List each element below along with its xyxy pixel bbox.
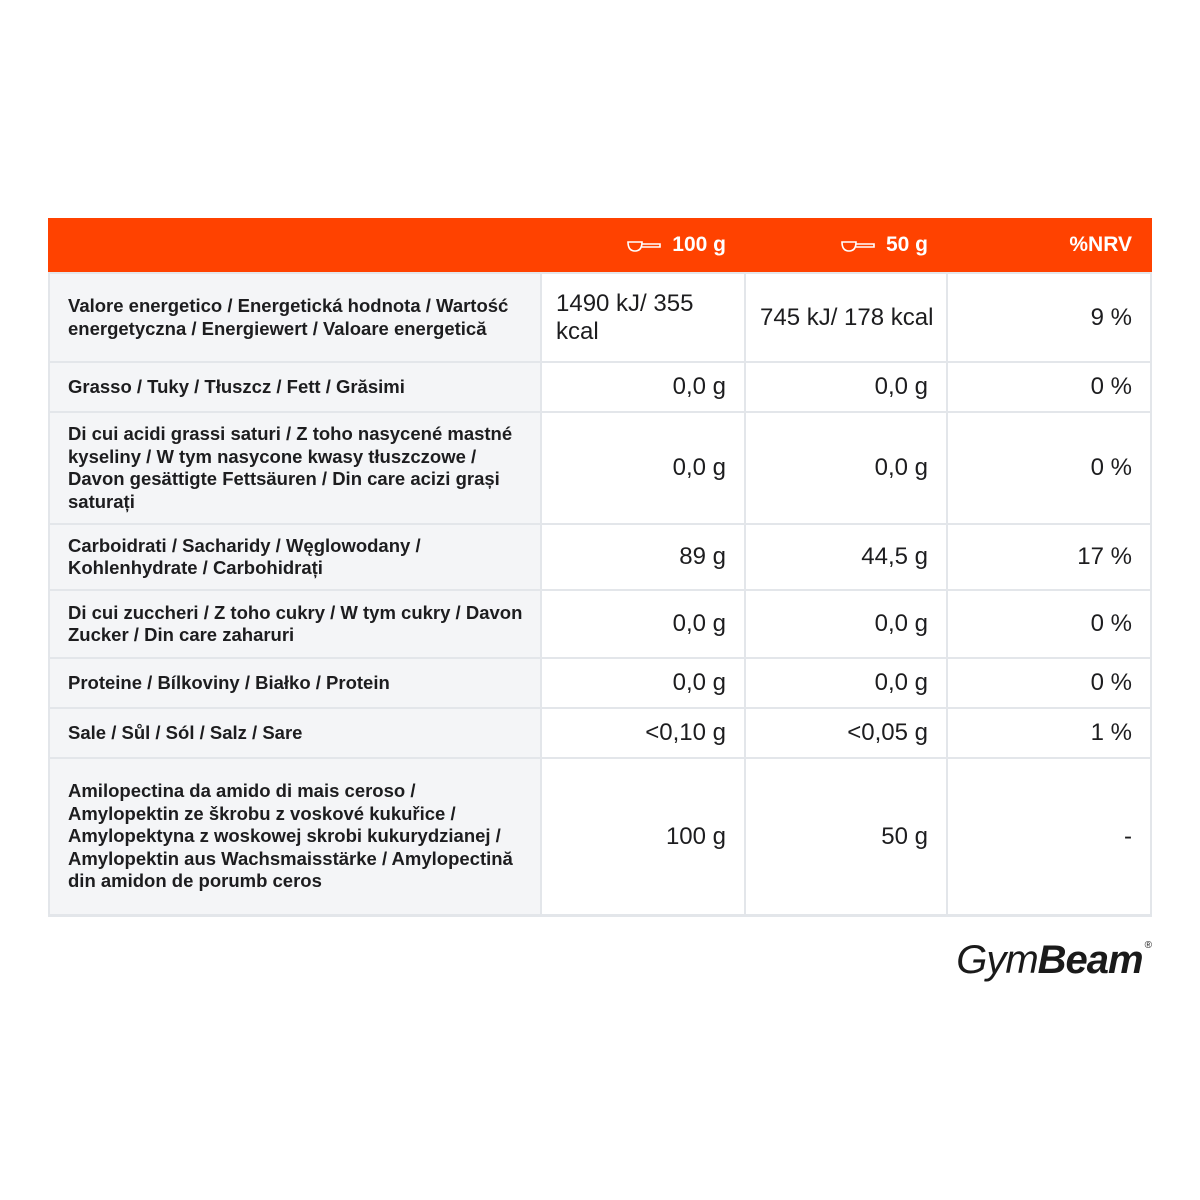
- header-nrv-label: %NRV: [1069, 233, 1132, 256]
- table-row: [48, 657, 1152, 707]
- value-nrv: -: [948, 759, 1152, 914]
- registered-mark: ®: [1144, 940, 1152, 951]
- value-nrv: 0 %: [948, 363, 1152, 411]
- header-100g: [542, 218, 746, 272]
- value-100g: 0,0 g: [542, 413, 746, 523]
- row-label: Amilopectina da amido di mais ceroso / Amylopektin ze škrobu z voskové kukuřice / Amylopektyna z woskowej skrobi kukurydzianej / Amylopektin aus Wachsmaisstärke / Amylopectină din amidon de porumb ceros: [48, 759, 542, 914]
- value-100g: 0,0 g: [542, 591, 746, 657]
- gymbeam-logo: [956, 938, 1152, 983]
- row-label: Proteine / Bílkoviny / Białko / Protein: [48, 659, 542, 707]
- value-nrv: 17 %: [948, 525, 1152, 589]
- value-50g: 0,0 g: [746, 413, 948, 523]
- header-label-cell: [48, 218, 542, 272]
- scoop-icon: [626, 236, 662, 254]
- nutrition-table: [48, 218, 1152, 917]
- value-nrv: 0 %: [948, 591, 1152, 657]
- value-100g: 0,0 g: [542, 659, 746, 707]
- value-nrv: 0 %: [948, 659, 1152, 707]
- value-100g: 1490 kJ/ 355 kcal: [542, 274, 746, 361]
- table-row: [48, 523, 1152, 589]
- table-row: [48, 411, 1152, 523]
- table-row: [48, 707, 1152, 757]
- table-row: [48, 757, 1152, 914]
- value-50g: 0,0 g: [746, 591, 948, 657]
- value-50g: 745 kJ/ 178 kcal: [746, 274, 948, 361]
- row-label: Di cui acidi grassi saturi / Z toho nasycené mastné kyseliny / W tym nasycone kwasy tłuszczowe / Davon gesättigte Fettsäuren / Din care acizi grași saturați: [48, 413, 542, 523]
- logo-beam: Beam: [1037, 938, 1143, 982]
- value-100g: 0,0 g: [542, 363, 746, 411]
- value-50g: <0,05 g: [746, 709, 948, 757]
- value-50g: 0,0 g: [746, 363, 948, 411]
- value-nrv: 0 %: [948, 413, 1152, 523]
- row-label: Valore energetico / Energetická hodnota / Wartość energetyczna / Energiewert / Valoare energetică: [48, 274, 542, 361]
- value-100g: <0,10 g: [542, 709, 746, 757]
- value-100g: 89 g: [542, 525, 746, 589]
- value-50g: 0,0 g: [746, 659, 948, 707]
- value-50g: 50 g: [746, 759, 948, 914]
- value-nrv: 9 %: [948, 274, 1152, 361]
- header-nrv: [948, 218, 1152, 272]
- header-50g: [746, 218, 948, 272]
- value-nrv: 1 %: [948, 709, 1152, 757]
- row-label: Grasso / Tuky / Tłuszcz / Fett / Grăsimi: [48, 363, 542, 411]
- table-header: [48, 218, 1152, 272]
- row-label: Sale / Sůl / Sól / Salz / Sare: [48, 709, 542, 757]
- scoop-icon: [840, 236, 876, 254]
- table-row: [48, 272, 1152, 361]
- header-50g-label: 50 g: [885, 233, 928, 256]
- logo-gym: Gym: [956, 938, 1038, 982]
- value-100g: 100 g: [542, 759, 746, 914]
- row-label: Di cui zuccheri / Z toho cukry / W tym cukry / Davon Zucker / Din care zaharuri: [48, 591, 542, 657]
- row-label: Carboidrati / Sacharidy / Węglowodany / Kohlenhydrate / Carbohidrați: [48, 525, 542, 589]
- table-row: [48, 589, 1152, 657]
- value-50g: 44,5 g: [746, 525, 948, 589]
- table-row: [48, 361, 1152, 411]
- header-100g-label: 100 g: [672, 233, 726, 256]
